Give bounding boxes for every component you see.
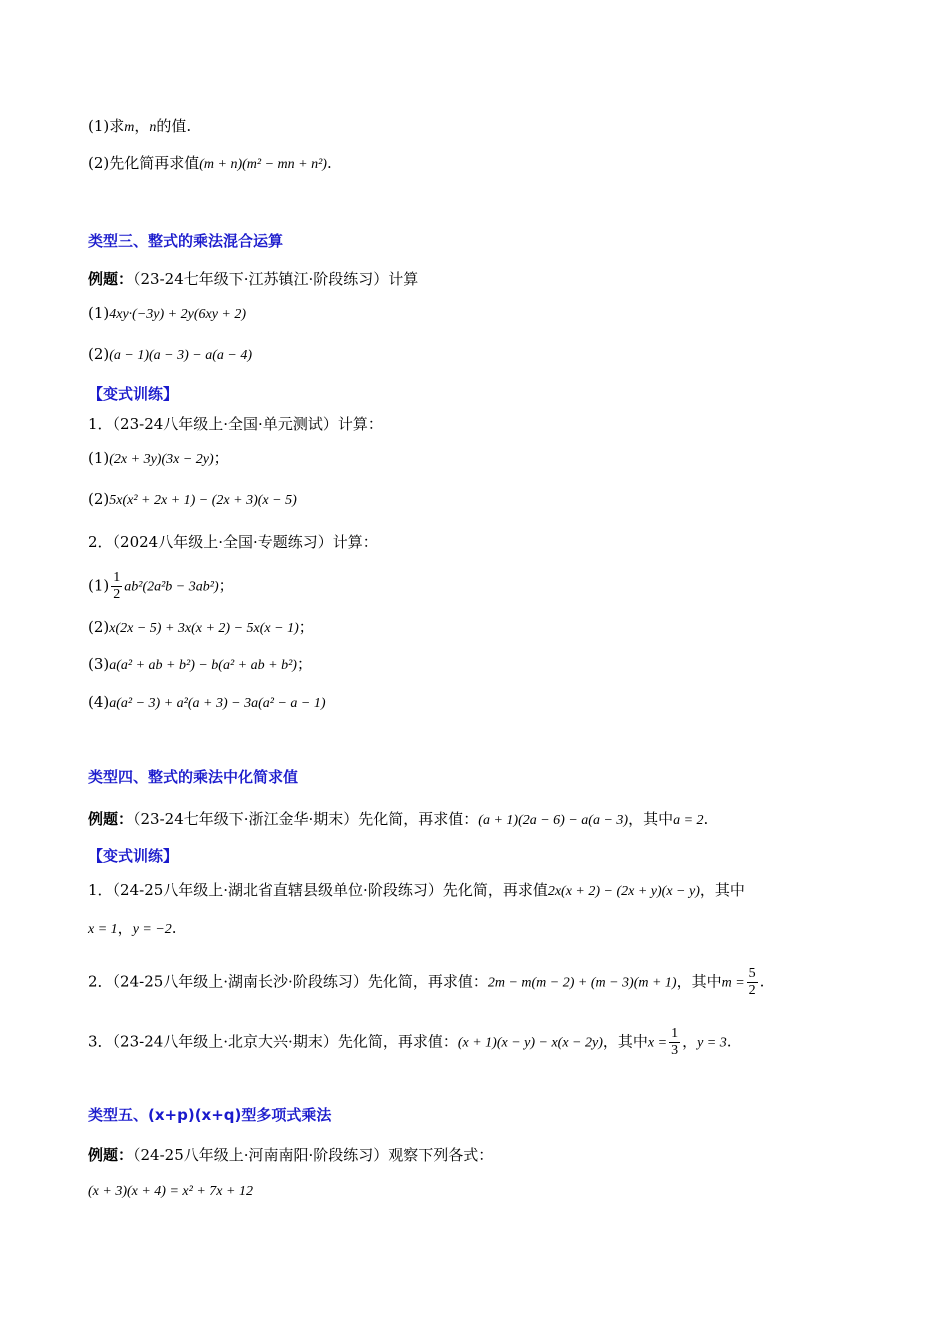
problem-number: 1． <box>88 415 113 433</box>
example-line-4 <box>88 809 708 831</box>
problem-2-part-4 <box>88 692 326 714</box>
section-title-4: 类型四、整式的乘法中化简求值 <box>88 768 299 786</box>
problem-1-part-2 <box>88 489 297 511</box>
var-n: n <box>149 120 157 135</box>
fraction <box>669 1026 680 1059</box>
denominator: 2 <box>748 983 756 998</box>
fraction <box>747 966 758 999</box>
denominator: 3 <box>671 1043 679 1058</box>
item-number: (2) <box>88 490 110 508</box>
q2-expression: (m + n)(m² − mn + n²) <box>199 157 327 172</box>
punct: . <box>726 1032 732 1051</box>
variant-training-header: 【变式训练】 <box>88 847 179 865</box>
problem-source: （23-24八年级上·北京大兴·期末）先化简，再求值： <box>112 1032 458 1051</box>
problem-source: （24-25八年级上·湖北省直辖县级单位·阶段练习）先化简，再求值 <box>112 881 548 899</box>
comma: ， <box>134 117 150 135</box>
example-expression-1 <box>88 1180 253 1202</box>
example-line-3 <box>88 269 418 289</box>
problem-number: 2． <box>88 972 113 991</box>
math-expression: (x + 1)(x − y) − x(x − 2y) <box>457 1035 603 1051</box>
section-title-5: 类型五、(x+p)(x+q)型多项式乘法 <box>88 1106 332 1124</box>
punct: . <box>759 972 765 991</box>
math-expression: x(2x − 5) + 3x(x + 2) − 5x(x − 1) <box>109 621 299 636</box>
punct: . <box>171 919 177 937</box>
example-item-1 <box>88 303 246 325</box>
math-expression: 5x(x² + 2x + 1) − (2x + 3)(x − 5) <box>109 493 297 508</box>
q2-tail: . <box>326 154 332 172</box>
numerator: 1 <box>671 1026 679 1041</box>
item-number: (3) <box>88 655 110 673</box>
problem-source: （23-24八年级上·全国·单元测试）计算： <box>112 415 383 433</box>
math-expression: (x + 3)(x + 4) = x² + 7x + 12 <box>88 1184 253 1199</box>
section-title-3: 类型三、整式的乘法混合运算 <box>88 232 284 250</box>
denominator: 2 <box>113 587 121 602</box>
item-number: (4) <box>88 693 110 711</box>
comma: ， <box>682 1032 698 1051</box>
example-source: （24-25八年级上·河南南阳·阶段练习）观察下列各式： <box>133 1146 494 1164</box>
condition: m = <box>721 975 745 991</box>
problem-2-part-3 <box>88 654 312 676</box>
example-source: （23-24七年级下·江苏镇江·阶段练习）计算 <box>133 270 419 288</box>
problem-number: 2． <box>88 533 113 551</box>
item-number: (1) <box>88 576 110 595</box>
math-expression: ab²(2a²b − 3ab²) <box>124 579 219 595</box>
question-line-2 <box>88 153 332 175</box>
problem-4-2 <box>88 966 764 999</box>
problem-2-part-1 <box>88 570 234 603</box>
math-expression: (a − 1)(a − 3) − a(a − 4) <box>109 348 253 363</box>
condition-y: y = 3 <box>697 1035 727 1051</box>
problem-2-part-2 <box>88 617 314 639</box>
text-mid: ，其中 <box>628 810 674 828</box>
math-expression: 2x(x + 2) − (2x + y)(x − y) <box>547 884 700 899</box>
problem-number: 3． <box>88 1032 113 1051</box>
example-label: 例题： <box>88 1146 134 1164</box>
item-number: (1) <box>88 449 110 467</box>
example-label: 例题： <box>88 270 134 288</box>
problem-4-1-condition <box>88 918 177 940</box>
math-expression: 2m − m(m − 2) + (m − 3)(m + 1) <box>487 975 677 991</box>
problem-number: 1． <box>88 881 113 899</box>
q1-tail: 的值. <box>156 117 192 135</box>
example-item-2 <box>88 344 252 366</box>
punct: ； <box>296 655 312 673</box>
fraction <box>111 570 122 603</box>
item-number: (2) <box>88 345 110 363</box>
example-label: 例题： <box>88 810 134 828</box>
problem-source: （2024八年级上·全国·专题练习）计算： <box>112 533 378 551</box>
math-expression: (a + 1)(2a − 6) − a(a − 3) <box>478 813 629 828</box>
example-source: （23-24七年级下·浙江金华·期末）先化简，再求值： <box>133 810 479 828</box>
condition-x: x = <box>647 1035 668 1051</box>
numerator: 1 <box>113 570 121 585</box>
punct: . <box>703 810 709 828</box>
math-expression: (2x + 3y)(3x − 2y) <box>109 452 214 467</box>
q1-text: (1)求 <box>88 117 125 135</box>
problem-4-1 <box>88 880 745 902</box>
var-m: m <box>124 120 135 135</box>
text-mid: ，其中 <box>602 1032 648 1051</box>
math-expression: 4xy·(−3y) + 2y(6xy + 2) <box>109 307 247 322</box>
text-mid: ，其中 <box>676 972 722 991</box>
variant-training-header: 【变式训练】 <box>88 385 179 403</box>
problem-1-part-1 <box>88 448 229 470</box>
math-expression: a(a² + ab + b²) − b(a² + ab + b²) <box>109 658 297 673</box>
problem-4-3 <box>88 1026 732 1059</box>
question-line-1 <box>88 116 191 138</box>
punct: ； <box>218 576 234 595</box>
condition: a = 2 <box>673 813 704 828</box>
problem-source: （24-25八年级上·湖南长沙·阶段练习）先化简，再求值： <box>112 972 488 991</box>
q2-text: (2)先化简再求值 <box>88 154 200 172</box>
item-number: (1) <box>88 304 110 322</box>
numerator: 5 <box>748 966 756 981</box>
text-mid: ，其中 <box>699 881 745 899</box>
punct: ； <box>298 618 314 636</box>
condition-x: x = 1 <box>88 922 118 937</box>
condition-y: y = −2 <box>132 922 172 937</box>
example-line-5 <box>88 1145 493 1165</box>
comma: ， <box>117 919 133 937</box>
item-number: (2) <box>88 618 110 636</box>
problem-1 <box>88 414 383 434</box>
problem-2 <box>88 532 378 552</box>
math-expression: a(a² − 3) + a²(a + 3) − 3a(a² − a − 1) <box>109 696 326 711</box>
punct: ； <box>213 449 229 467</box>
